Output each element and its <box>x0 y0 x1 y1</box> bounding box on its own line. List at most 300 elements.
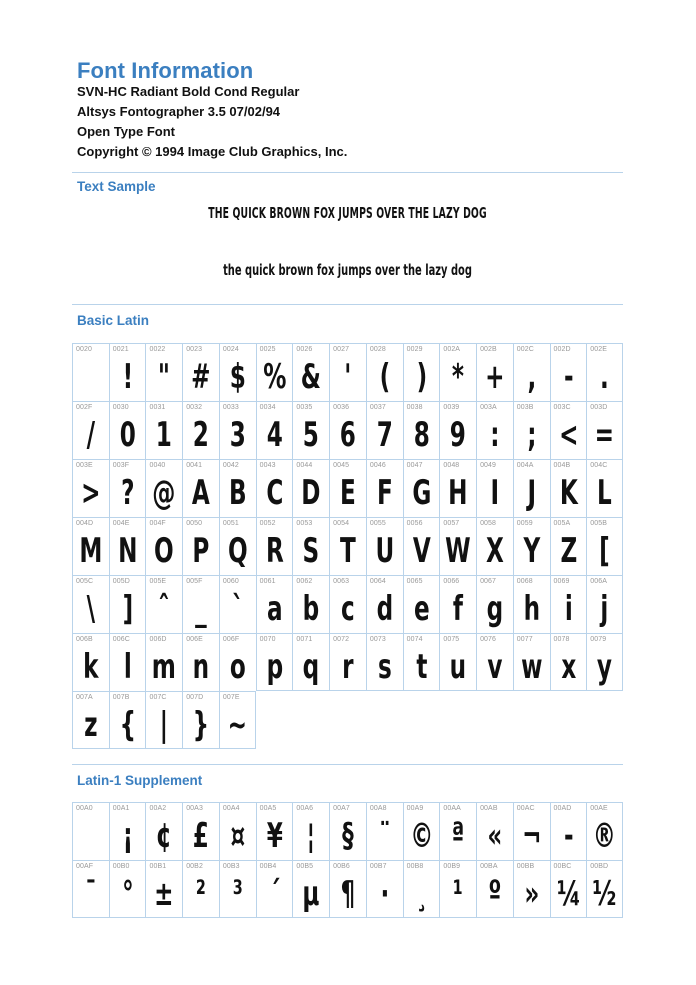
glyph-code: 0020 <box>76 346 92 353</box>
glyph-cell <box>329 802 366 860</box>
glyph-char: n <box>192 647 210 687</box>
glyph-char: ) <box>416 357 427 397</box>
glyph-char: Y <box>523 531 541 571</box>
glyph-cell <box>513 575 550 633</box>
glyph-cell <box>329 575 366 633</box>
glyph-char: h <box>523 589 540 629</box>
glyph-char: g <box>486 589 504 629</box>
glyph-code: 0025 <box>259 346 276 353</box>
glyph-char: M <box>79 531 103 571</box>
glyph-cell <box>292 517 329 575</box>
glyph-cell <box>439 343 476 401</box>
glyph-char: [ <box>599 531 610 571</box>
glyph-cell <box>292 802 329 860</box>
glyph-char: e <box>413 589 430 629</box>
glyph-cell <box>439 401 476 459</box>
glyph-char: N <box>117 531 138 571</box>
glyph-code: 0039 <box>443 404 460 411</box>
glyph-char: p <box>266 647 283 687</box>
glyph-cell <box>476 860 513 918</box>
glyph-code: 007B <box>112 694 130 701</box>
glyph-code: 00B1 <box>149 863 167 870</box>
glyph-char: F <box>376 473 393 513</box>
glyph-code: 00AD <box>553 805 572 812</box>
glyph-code: 0070 <box>259 636 276 643</box>
glyph-code: 002B <box>480 346 497 353</box>
glyph-code: 00B7 <box>369 863 387 870</box>
glyph-code: 0052 <box>259 520 276 527</box>
glyph-code: 00A9 <box>406 805 424 812</box>
glyph-cell <box>145 575 182 633</box>
glyph-code: 006D <box>149 636 167 643</box>
glyph-code: 0056 <box>406 520 423 527</box>
glyph-cell <box>182 802 219 860</box>
glyph-cell <box>219 401 256 459</box>
glyph-char: | <box>160 705 169 745</box>
glyph-cell <box>586 459 623 517</box>
glyph-char: 8 <box>413 415 430 455</box>
glyph-code: 003A <box>480 404 497 411</box>
glyph-code: 0035 <box>296 404 313 411</box>
glyph-cell <box>256 633 293 691</box>
glyph-code: 004D <box>76 520 94 527</box>
glyph-char: 3 <box>229 415 246 455</box>
glyph-cell <box>182 401 219 459</box>
glyph-char: 9 <box>450 415 467 455</box>
glyph-cell <box>366 401 403 459</box>
glyph-char: L <box>597 473 612 513</box>
glyph-code: 0040 <box>149 462 166 469</box>
glyph-code: 007D <box>186 694 204 701</box>
glyph-char: ² <box>195 874 207 914</box>
glyph-cell <box>182 691 219 749</box>
glyph-code: 0063 <box>333 578 350 585</box>
glyph-char: S <box>302 531 320 571</box>
glyph-char: Q <box>227 531 248 571</box>
glyph-char: \ <box>86 589 96 629</box>
glyph-char: l <box>123 647 132 687</box>
glyph-cell <box>586 802 623 860</box>
glyph-cell <box>550 343 587 401</box>
glyph-char: ¶ <box>340 874 356 914</box>
glyph-cell <box>329 401 366 459</box>
glyph-code: 00A7 <box>333 805 350 812</box>
glyph-cell <box>329 517 366 575</box>
glyph-code: 00B4 <box>259 863 277 870</box>
glyph-cell <box>366 633 403 691</box>
glyph-cell <box>256 459 293 517</box>
glyph-cell <box>329 459 366 517</box>
glyph-code: 0024 <box>222 346 239 353</box>
text-sample-heading: Text Sample <box>77 179 156 194</box>
glyph-char: ° <box>121 874 134 914</box>
glyph-code: 003F <box>112 462 130 469</box>
glyph-char: ( <box>379 357 390 397</box>
glyph-code: 0071 <box>296 636 313 643</box>
glyph-cell <box>513 401 550 459</box>
glyph-code: 00B2 <box>186 863 203 870</box>
glyph-char: b <box>302 589 320 629</box>
glyph-cell <box>219 343 256 401</box>
glyph-code: 0033 <box>222 404 239 411</box>
glyph-code: 00B6 <box>333 863 350 870</box>
glyph-code: 00B0 <box>112 863 130 870</box>
glyph-code: 0061 <box>259 578 276 585</box>
glyph-char: T <box>340 531 356 571</box>
glyph-cell <box>109 401 146 459</box>
glyph-char <box>79 811 103 860</box>
glyph-cell <box>109 860 146 918</box>
glyph-char: W <box>445 531 471 571</box>
glyph-code: 006C <box>112 636 130 643</box>
glyph-cell <box>366 860 403 918</box>
glyph-char: u <box>449 647 467 687</box>
glyph-char: , <box>527 357 537 397</box>
glyph-cell <box>476 802 513 860</box>
glyph-code: 0078 <box>553 636 570 643</box>
glyph-cell <box>329 343 366 401</box>
page-title: Font Information <box>77 58 254 83</box>
glyph-code: 0068 <box>516 578 533 585</box>
glyph-char: f <box>453 589 464 629</box>
glyph-char: . <box>600 357 610 397</box>
glyph-char: w <box>520 647 543 687</box>
glyph-code: 0058 <box>480 520 497 527</box>
glyph-code: 0065 <box>406 578 423 585</box>
glyph-code: 0046 <box>369 462 386 469</box>
glyph-cell <box>586 517 623 575</box>
glyph-code: 00BC <box>553 863 572 870</box>
glyph-cell <box>292 633 329 691</box>
glyph-cell <box>72 802 109 860</box>
glyph-char: ¡ <box>122 816 133 856</box>
glyph-cell <box>439 459 476 517</box>
glyph-char: ¨ <box>378 816 391 856</box>
glyph-char <box>79 352 103 401</box>
glyph-cell <box>109 517 146 575</box>
glyph-char: = <box>594 415 615 455</box>
glyph-char: ¼ <box>556 874 581 914</box>
glyph-code: 003B <box>516 404 534 411</box>
glyph-char: ¹ <box>453 874 464 914</box>
glyph-char: ¬ <box>521 816 542 856</box>
glyph-cell <box>72 517 109 575</box>
glyph-code: 0028 <box>369 346 386 353</box>
glyph-code: 004A <box>516 462 534 469</box>
glyph-cell <box>403 517 440 575</box>
glyph-char: - <box>563 357 574 397</box>
glyph-cell <box>292 860 329 918</box>
glyph-code: 0076 <box>480 636 497 643</box>
glyph-code: 00BD <box>590 863 609 870</box>
glyph-char: c <box>341 589 355 629</box>
glyph-code: 0045 <box>333 462 350 469</box>
glyph-code: 0066 <box>443 578 460 585</box>
glyph-cell <box>403 860 440 918</box>
glyph-cell <box>219 575 256 633</box>
glyph-char: * <box>452 357 465 397</box>
glyph-char: ± <box>154 874 175 914</box>
glyph-char: $ <box>229 357 246 397</box>
glyph-char: i <box>564 589 573 629</box>
glyph-code: 002F <box>76 404 93 411</box>
glyph-char: P <box>192 531 210 571</box>
glyph-code: 0077 <box>516 636 533 643</box>
font-copyright: Copyright © 1994 Image Club Graphics, Inc. <box>77 144 348 159</box>
glyph-code: 0057 <box>443 520 460 527</box>
glyph-code: 005A <box>553 520 571 527</box>
glyph-cell <box>476 401 513 459</box>
glyph-char: y <box>597 647 613 687</box>
glyph-cell <box>145 517 182 575</box>
glyph-char: K <box>559 473 578 513</box>
glyph-cell <box>109 633 146 691</box>
glyph-cell <box>550 802 587 860</box>
glyph-cell <box>219 860 256 918</box>
glyph-char: ? <box>120 473 135 513</box>
glyph-code: 00AF <box>76 863 94 870</box>
glyph-cell <box>256 401 293 459</box>
glyph-code: 003E <box>76 462 93 469</box>
glyph-char: : <box>490 415 500 455</box>
glyph-code: 0029 <box>406 346 423 353</box>
glyph-char: A <box>192 473 210 513</box>
glyph-cell <box>439 633 476 691</box>
glyph-code: 002C <box>516 346 534 353</box>
glyph-cell <box>586 401 623 459</box>
glyph-char: > <box>81 473 101 513</box>
glyph-char: k <box>83 647 99 687</box>
glyph-char: j <box>600 589 609 629</box>
glyph-char: ª <box>451 816 465 856</box>
glyph-cell <box>72 860 109 918</box>
glyph-code: 0054 <box>333 520 350 527</box>
glyph-code: 0062 <box>296 578 313 585</box>
glyph-code: 004F <box>149 520 166 527</box>
glyph-code: 007E <box>222 694 240 701</box>
glyph-code: 0021 <box>112 346 129 353</box>
glyph-code: 0074 <box>406 636 423 643</box>
divider <box>72 304 623 305</box>
glyph-cell <box>256 860 293 918</box>
glyph-cell <box>109 459 146 517</box>
font-type: Open Type Font <box>77 124 175 139</box>
glyph-code: 005C <box>76 578 94 585</box>
glyph-char: « <box>487 816 503 856</box>
glyph-cell <box>145 343 182 401</box>
glyph-char: 1 <box>156 415 173 455</box>
glyph-cell <box>439 802 476 860</box>
glyph-cell <box>513 802 550 860</box>
glyph-cell <box>550 860 587 918</box>
glyph-char: G <box>411 473 431 513</box>
glyph-code: 00B5 <box>296 863 314 870</box>
glyph-char: m <box>152 647 177 687</box>
glyph-char: B <box>228 473 247 513</box>
glyph-char: x <box>560 647 576 687</box>
glyph-char: ¢ <box>156 816 173 856</box>
glyph-code: 00AB <box>480 805 498 812</box>
glyph-char: < <box>558 415 579 455</box>
glyph-cell <box>109 343 146 401</box>
glyph-cell <box>292 459 329 517</box>
divider <box>72 172 623 173</box>
glyph-cell <box>72 459 109 517</box>
glyph-code: 0023 <box>186 346 203 353</box>
glyph-code: 0031 <box>149 404 166 411</box>
glyph-char: J <box>527 473 536 513</box>
glyph-char: ˆ <box>158 589 171 629</box>
glyph-cell <box>513 517 550 575</box>
glyph-char: _ <box>195 589 207 629</box>
glyph-char: 6 <box>339 415 357 455</box>
glyph-char: µ <box>302 874 320 914</box>
glyph-cell <box>513 343 550 401</box>
glyph-cell <box>439 517 476 575</box>
glyph-cell <box>403 802 440 860</box>
glyph-char: E <box>340 473 356 513</box>
glyph-cell <box>72 343 109 401</box>
glyph-char: ¥ <box>266 816 283 856</box>
glyph-char: © <box>409 816 434 856</box>
glyph-cell <box>72 575 109 633</box>
glyph-cell <box>586 343 623 401</box>
glyph-char: O <box>154 531 175 571</box>
glyph-cell <box>439 860 476 918</box>
glyph-char: D <box>301 473 321 513</box>
glyph-code: 0049 <box>480 462 497 469</box>
glyph-code: 0072 <box>333 636 350 643</box>
glyph-cell <box>182 459 219 517</box>
glyph-cell <box>513 633 550 691</box>
glyph-char: t <box>415 647 427 687</box>
glyph-code: 00B8 <box>406 863 424 870</box>
glyph-cell <box>219 802 256 860</box>
glyph-code: 0022 <box>149 346 166 353</box>
glyph-char: o <box>229 647 246 687</box>
glyph-code: 0042 <box>222 462 239 469</box>
glyph-char: ´ <box>268 874 281 914</box>
glyph-code: 007A <box>76 694 93 701</box>
glyph-code: 004B <box>553 462 571 469</box>
glyph-cell <box>550 517 587 575</box>
glyph-cell <box>145 691 182 749</box>
glyph-char: £ <box>192 816 210 856</box>
glyph-char: - <box>563 816 574 856</box>
glyph-code: 0036 <box>333 404 350 411</box>
glyph-code: 0075 <box>443 636 460 643</box>
glyph-code: 0059 <box>516 520 533 527</box>
glyph-code: 00A5 <box>259 805 277 812</box>
glyph-cell <box>292 401 329 459</box>
glyph-code: 0047 <box>406 462 423 469</box>
glyph-char: R <box>265 531 284 571</box>
glyph-code: 0037 <box>369 404 386 411</box>
glyph-char: ¦ <box>307 816 316 856</box>
glyph-cell <box>219 459 256 517</box>
glyph-char: & <box>301 357 322 397</box>
glyph-code: 005D <box>112 578 130 585</box>
glyph-char: a <box>266 589 283 629</box>
glyph-cell <box>182 575 219 633</box>
glyph-char: C <box>266 473 283 513</box>
glyph-char: H <box>448 473 468 513</box>
glyph-cell <box>586 633 623 691</box>
glyph-code: 006B <box>76 636 93 643</box>
glyph-code: 00AE <box>590 805 608 812</box>
glyph-code: 006F <box>222 636 240 643</box>
glyph-cell <box>292 343 329 401</box>
glyph-char: ! <box>122 357 133 397</box>
glyph-char: ½ <box>592 874 617 914</box>
glyph-code: 002E <box>590 346 608 353</box>
glyph-char: 0 <box>119 415 136 455</box>
glyph-code: 004C <box>590 462 608 469</box>
glyph-char: · <box>380 874 390 914</box>
font-version: Altsys Fontographer 3.5 07/02/94 <box>77 104 281 119</box>
glyph-code: 0044 <box>296 462 313 469</box>
glyph-cell <box>366 459 403 517</box>
glyph-char: ] <box>122 589 133 629</box>
glyph-char: ¯ <box>85 874 97 914</box>
glyph-code: 0073 <box>369 636 386 643</box>
glyph-cell <box>72 633 109 691</box>
glyph-code: 0069 <box>553 578 570 585</box>
glyph-cell <box>403 575 440 633</box>
glyph-char: ¸ <box>415 874 428 914</box>
glyph-code: 00A0 <box>76 805 93 812</box>
glyph-cell <box>403 633 440 691</box>
glyph-cell <box>366 517 403 575</box>
glyph-cell <box>145 860 182 918</box>
glyph-cell <box>403 401 440 459</box>
glyph-char: @ <box>152 473 176 513</box>
glyph-code: 00A2 <box>149 805 167 812</box>
glyph-cell <box>476 343 513 401</box>
glyph-code: 0048 <box>443 462 460 469</box>
glyph-cell <box>476 633 513 691</box>
glyph-char: U <box>375 531 395 571</box>
glyph-char: I <box>490 473 500 513</box>
glyph-code: 004E <box>112 520 130 527</box>
glyph-cell <box>439 575 476 633</box>
glyph-cell <box>219 517 256 575</box>
glyph-cell <box>513 459 550 517</box>
glyph-cell <box>256 343 293 401</box>
glyph-cell <box>109 691 146 749</box>
glyph-code: 002A <box>443 346 461 353</box>
glyph-cell <box>329 633 366 691</box>
glyph-code: 0060 <box>222 578 239 585</box>
glyph-cell <box>586 860 623 918</box>
glyph-cell <box>219 691 256 749</box>
glyph-code: 005E <box>149 578 167 585</box>
glyph-cell <box>109 575 146 633</box>
glyph-cell <box>145 633 182 691</box>
glyph-char: ; <box>527 415 537 455</box>
glyph-cell <box>476 517 513 575</box>
glyph-char: ` <box>232 589 244 629</box>
glyph-cell <box>219 633 256 691</box>
glyph-char: ® <box>593 816 617 856</box>
glyph-char: " <box>158 357 171 397</box>
glyph-code: 0064 <box>369 578 386 585</box>
glyph-code: 0026 <box>296 346 313 353</box>
glyph-char: z <box>84 705 98 745</box>
glyph-code: 0032 <box>186 404 203 411</box>
glyph-cell <box>72 691 109 749</box>
glyph-char: } <box>192 705 210 745</box>
